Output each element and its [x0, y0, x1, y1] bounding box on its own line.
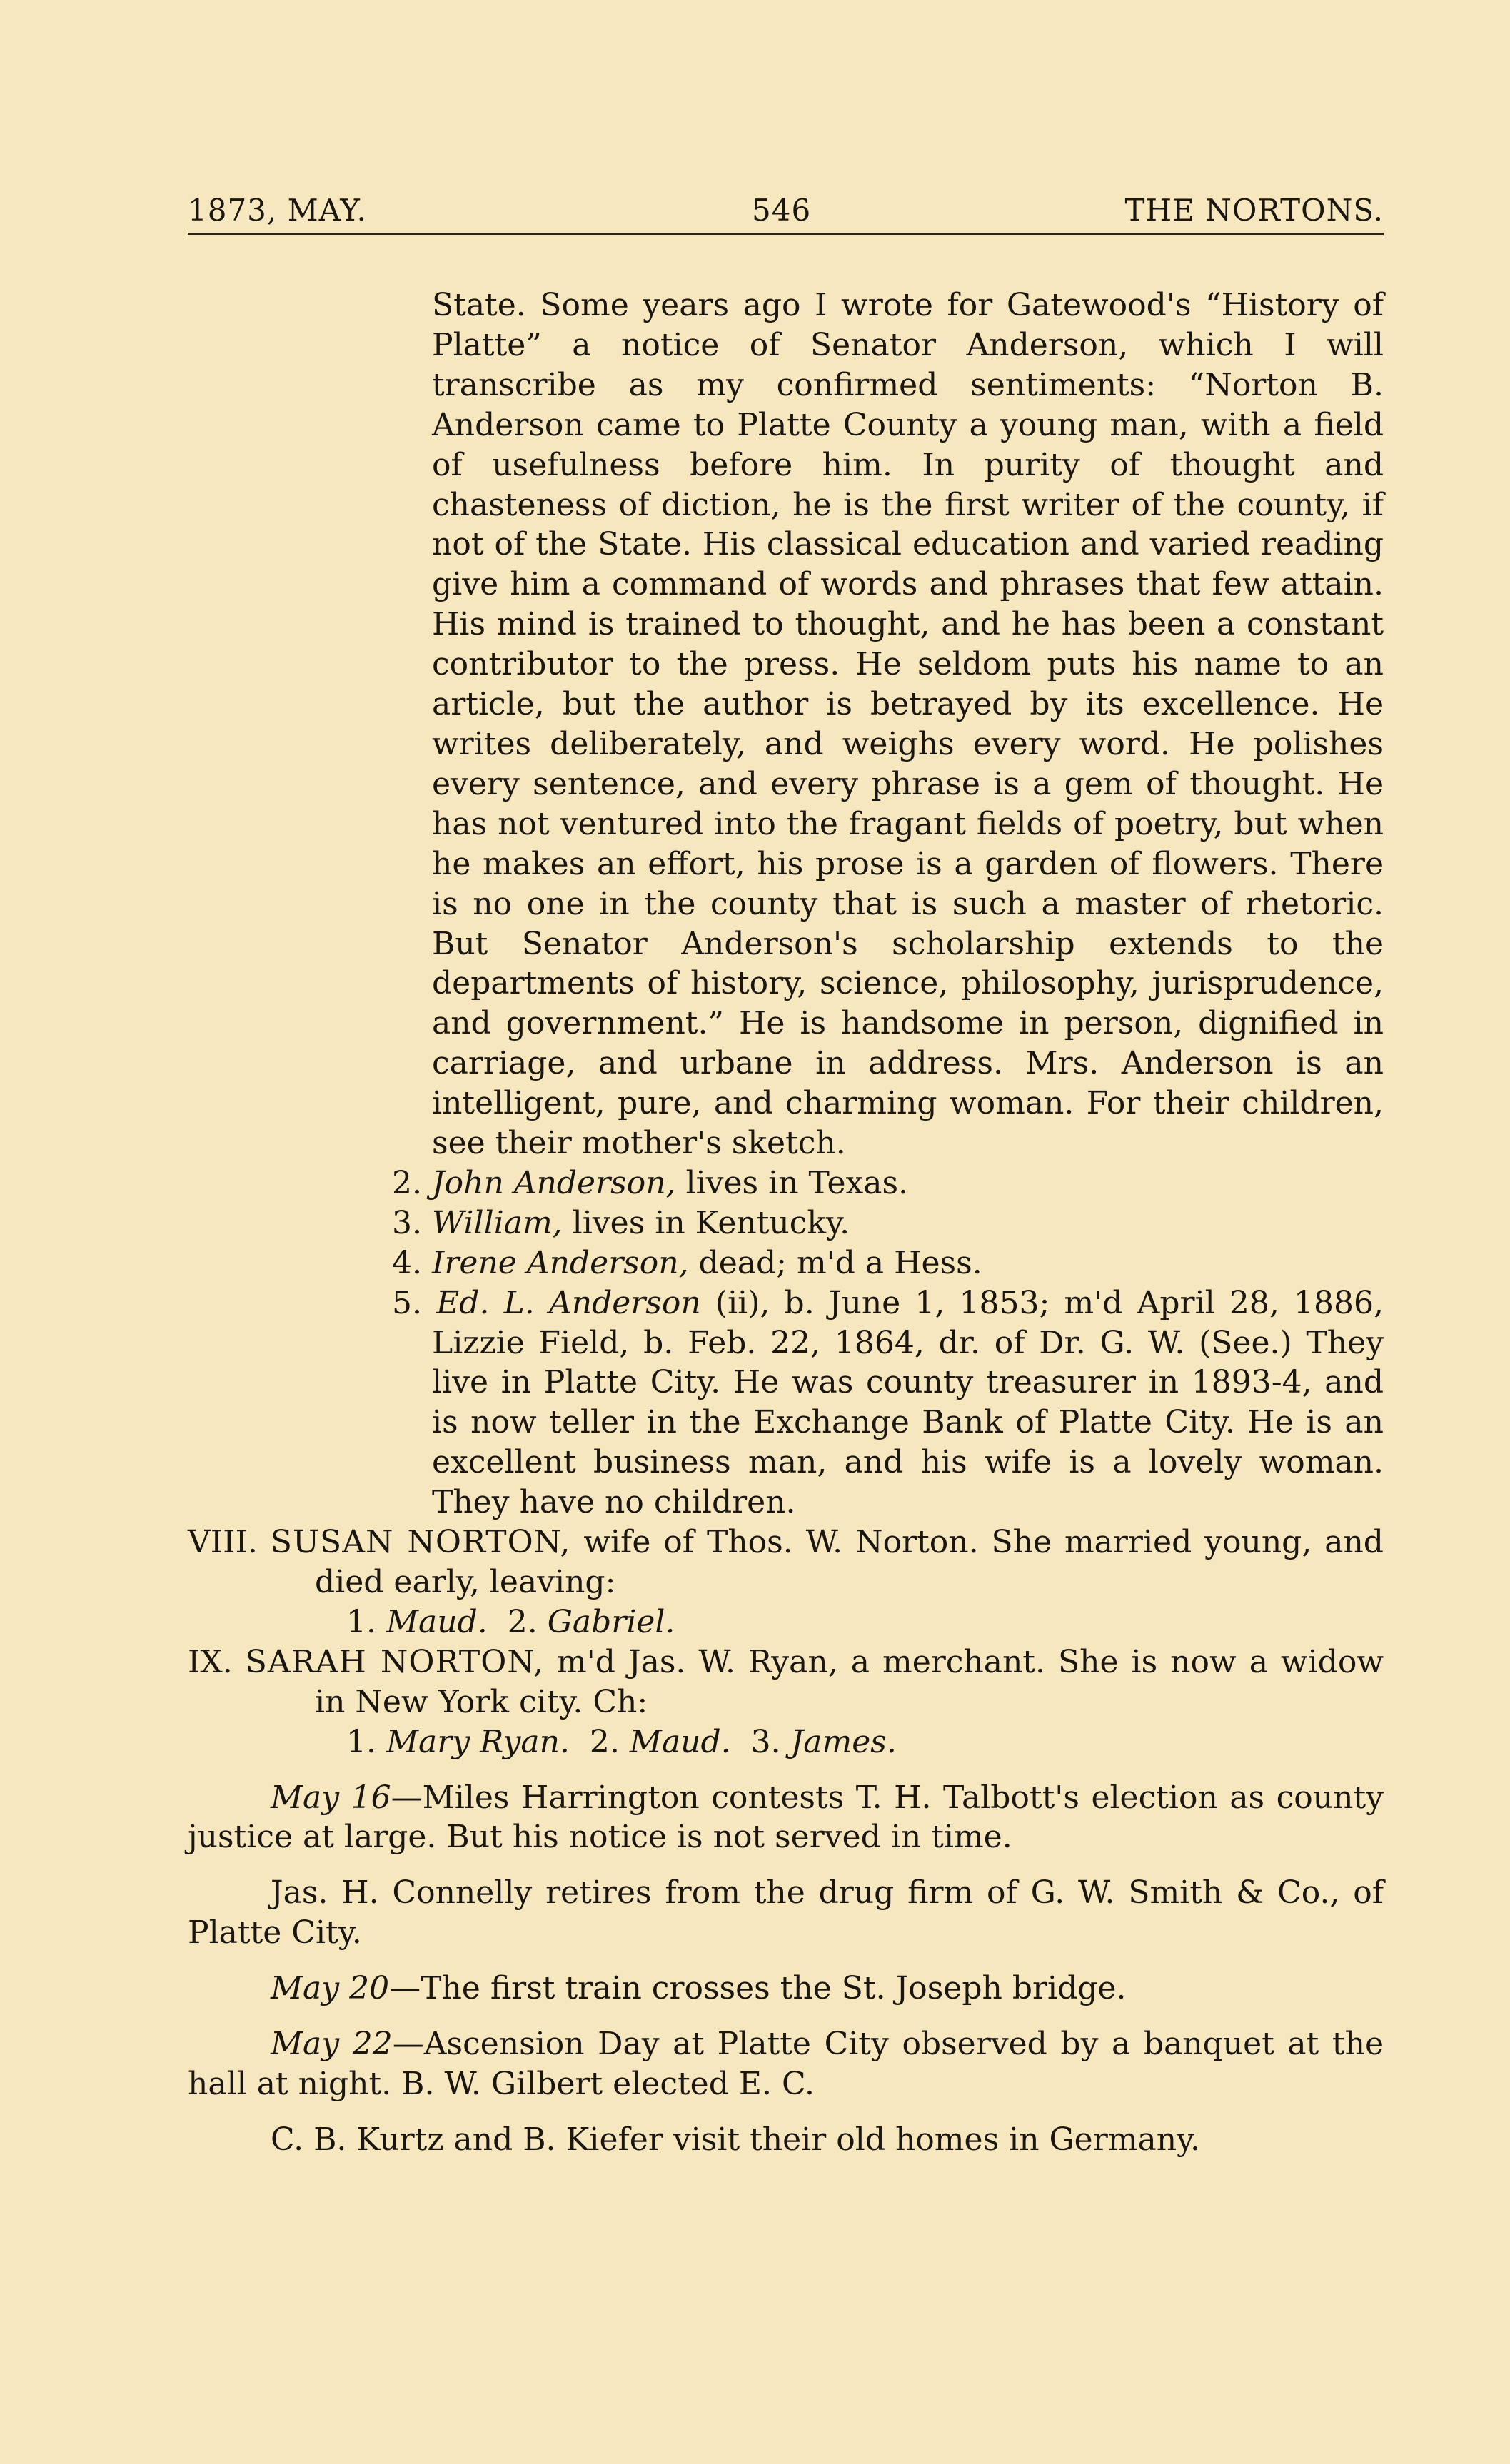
running-header: [188, 190, 1384, 235]
header-title: THE NORTONS.: [1124, 193, 1384, 228]
kurtz-entry: C. B. Kurtz and B. Kiefer visit their old homes in Germany.: [271, 2121, 1201, 2158]
section-viii: [188, 1523, 1384, 1602]
children-list: [188, 1602, 1384, 1642]
child-name: Gabriel.: [547, 1603, 675, 1640]
item-number: 1.: [346, 1723, 376, 1760]
item-text: lives in Texas.: [675, 1164, 909, 1201]
section-text: wife of Thos. W. Norton. She married young, and died early, leaving:: [315, 1524, 1384, 1600]
item-number: 5.: [392, 1284, 422, 1321]
item-number: 2.: [507, 1603, 538, 1640]
item-number: 2.: [589, 1723, 620, 1760]
list-item: [188, 1283, 1384, 1523]
section-text: m'd Jas. W. Ryan, a merchant. She is now a widow in New York city. Ch:: [315, 1643, 1384, 1720]
section-ix: [188, 1642, 1384, 1722]
item-number: 4.: [392, 1244, 422, 1281]
item-text: (ii), b. June 1, 1853; m'd April 28, 1886, Lizzie Field, b. Feb. 22, 1864, dr. of Dr. G. W. (See.) They live in Platte City. He was county treasurer in 1893-4, and is now teller in the Exchange Bank of Platte City. He is an excellent business man, and his wife is a lovely woman. They have no children.: [432, 1284, 1384, 1521]
entry-text: —The first train crosses the St. Joseph bridge.: [389, 1970, 1127, 2007]
entry-date: May 16: [271, 1779, 391, 1816]
list-item: [188, 1243, 1384, 1283]
person-name: Ed. L. Anderson: [436, 1284, 701, 1321]
child-name: Maud.: [386, 1603, 488, 1640]
children-list: [188, 1722, 1384, 1762]
entry-text: —Miles Harrington contests T. H. Talbott's election as county justice at large. But his notice is not served in time.: [188, 1779, 1384, 1856]
person-name: SUSAN NORTON,: [270, 1524, 571, 1561]
person-name: William,: [431, 1204, 563, 1241]
page-number: 546: [752, 193, 812, 228]
person-name: John Anderson,: [431, 1164, 676, 1201]
person-name: SARAH NORTON,: [245, 1643, 544, 1680]
list-item: [188, 1163, 1384, 1203]
list-item: [188, 1203, 1384, 1243]
person-name: Irene Anderson,: [431, 1244, 689, 1281]
entry-date: May 22: [271, 2026, 393, 2063]
entry-text: —Ascension Day at Platte City observed by a banquet at the hall at night. B. W. Gilbert elected E. C.: [188, 2026, 1384, 2102]
item-number: 1.: [346, 1603, 376, 1640]
may-20-entry: [188, 1969, 1384, 2009]
roman-numeral: IX.: [188, 1643, 233, 1680]
may-16-entry: [188, 1778, 1384, 1858]
item-number: 3.: [392, 1204, 422, 1241]
item-text: dead; m'd a Hess.: [688, 1244, 982, 1281]
connelly-entry: Jas. H. Connelly retires from the drug firm of G. W. Smith & Co., of Platte City.: [188, 1874, 1384, 1951]
roman-numeral: VIII.: [188, 1524, 258, 1561]
child-name: James.: [790, 1723, 897, 1760]
child-name: Mary Ryan.: [386, 1723, 570, 1760]
entry-date: May 20: [271, 1970, 390, 2007]
page-body: [188, 286, 1384, 2160]
anderson-sketch-paragraph: State. Some years ago I wrote for Gatewood's “History of Platte” a notice of Senator Anderson, which I will transcribe as my confirmed sentiments: “Norton B. Anderson came to Platte County a young man, with a field of usefulness before him. In purity of thought and chasteness of diction, he is the first writer of the county, if not of the State. His classical education and varied reading give him a command of words and phrases that few attain. His mind is trained to thought, and he has been a constant contributor to the press. He seldom puts his name to an article, but the author is betrayed by its excellence. He writes deliberately, and weighs every word. He polishes every sentence, and every phrase is a gem of thought. He has not ventured into the fragant fields of poetry, but when he makes an effort, his prose is a garden of flowers. There is no one in the county that is such a master of rhetoric. But Senator Anderson's scholarship extends to the departments of history, science, philosophy, jurisprudence, and government.” He is handsome in person, dignified in carriage, and urbane in address. Mrs. Anderson is an intelligent, pure, and charming woman. For their children, see their mother's sketch.: [432, 287, 1384, 1162]
item-text: lives in Kentucky.: [562, 1204, 850, 1241]
may-22-entry: [188, 2024, 1384, 2104]
header-date: 1873, MAY.: [188, 193, 367, 228]
child-name: Maud.: [629, 1723, 731, 1760]
item-number: 2.: [392, 1164, 422, 1201]
item-number: 3.: [750, 1723, 781, 1760]
